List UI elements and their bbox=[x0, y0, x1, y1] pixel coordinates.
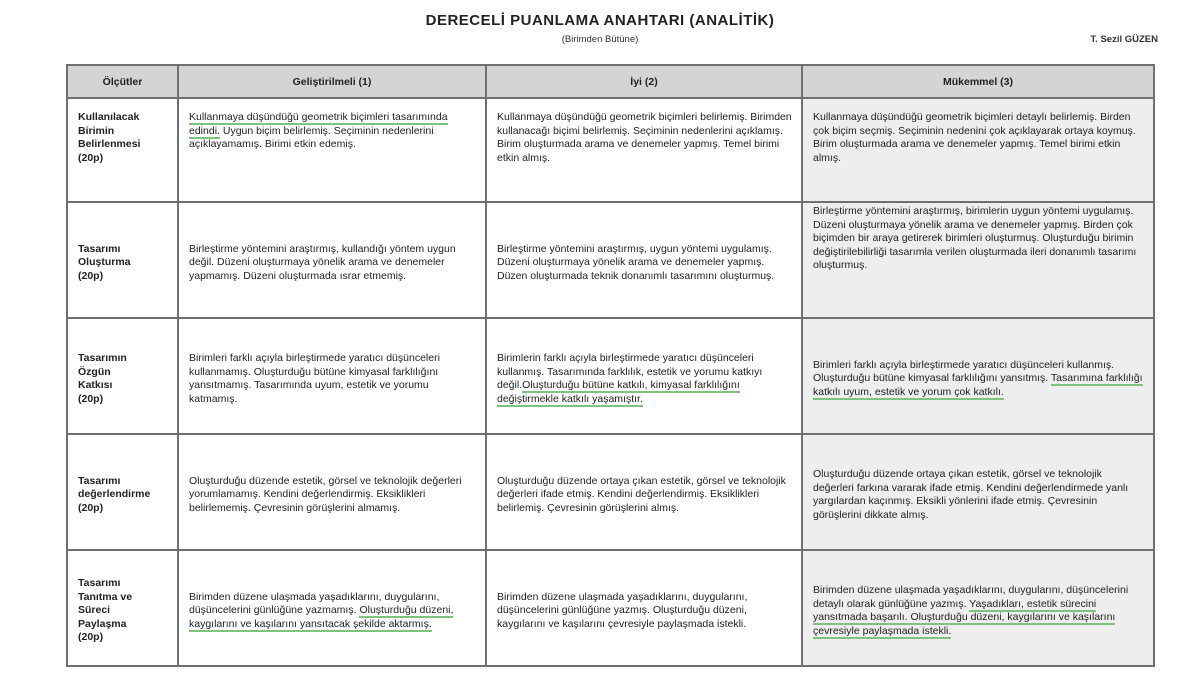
document-subtitle: (Birimden Bütüne) bbox=[561, 34, 639, 45]
rubric-cell bbox=[178, 550, 486, 666]
cell-text: Birimleri farklı açıyla birleştirmede yaratıcı düşünceleri kullanmış. Oluşturduğu bütüne kimyasal farklılığını yansıtmış. bbox=[813, 358, 1115, 385]
header-level-2: İyi (2) bbox=[486, 65, 802, 98]
criterion-line: Tasarımı bbox=[78, 577, 121, 590]
criterion-cell bbox=[67, 550, 178, 666]
criterion-cell bbox=[67, 202, 178, 318]
cell-text: Birimlerin farklı açıyla birleştirmede yaratıcı düşünceleri kullanmış. Tasarımında farklılık, estetik ve yorumu katkıyı değil. bbox=[497, 352, 763, 391]
criterion-line: Katkısı bbox=[78, 379, 113, 391]
rubric-cell bbox=[802, 98, 1154, 202]
cell-text: Birleştirme yöntemini araştırmış, birimlerin uygun yöntemi uygulamış. Düzeni oluşturmaya yönelik arama ve denemeler yapmış. Birden çok biçimden bir araya getirerek birimleri oluşturmuş. Oluşturduğu birimin değiştirilebilirliği tasarımla verilen oluşturmada ileri donanımlı tasarımı oluşturmuş. bbox=[813, 205, 1137, 271]
rubric-cell bbox=[178, 98, 486, 202]
criterion-line: Birimin bbox=[78, 124, 115, 137]
criterion-cell bbox=[67, 318, 178, 434]
criterion-line: (20p) bbox=[78, 501, 104, 514]
cell-text: Oluşturduğu düzende estetik, görsel ve teknolojik değerleri yorumlamamış. Kendini değerlendirmiş. Eksiklikleri belirlememiş. Çevresinin görüşlerini almamış. bbox=[189, 474, 462, 514]
cell-text: Birimden düzene ulaşmada yaşadıklarını, duygularını, düşüncelerini detaylı olarak günlüğüne yazmış. bbox=[813, 584, 1129, 610]
criterion-line: Tasarımın bbox=[78, 352, 127, 364]
header-level-3: Mükemmel (3) bbox=[802, 65, 1154, 98]
header-level-1: Geliştirilmeli (1) bbox=[178, 65, 486, 98]
rubric-cell bbox=[486, 202, 802, 318]
table-row bbox=[67, 202, 1154, 318]
criterion-line: (20p) bbox=[78, 151, 104, 164]
table-header-row bbox=[67, 65, 1154, 98]
table-row bbox=[67, 550, 1154, 666]
rubric-table bbox=[66, 64, 1155, 667]
cell-text: Oluşturduğu düzende ortaya çıkan estetik, görsel ve teknolojik değerleri ifade etmiş. Kendini değerlendirmiş. Eksiklikleri belirlemiş. Çevresinin görüşlerini almış. bbox=[497, 474, 786, 514]
rubric-cell bbox=[802, 318, 1154, 434]
rubric-cell bbox=[486, 550, 802, 666]
criterion-line: Tasarımı bbox=[78, 242, 121, 255]
cell-text: Uygun biçim belirlemiş. Seçiminin nedenlerini açıklayamamış. Birimi etkin edemiş. bbox=[189, 124, 434, 150]
highlighted-text: Kullanmaya düşündüğü geometrik biçimleri tasarımında edindi. bbox=[189, 111, 448, 137]
criterion-line: Belirlenmesi bbox=[78, 138, 141, 150]
criterion-cell bbox=[67, 98, 178, 202]
criterion-line: Kullanılacak bbox=[78, 111, 140, 123]
rubric-cell bbox=[802, 550, 1154, 666]
cell-text: Kullanmaya düşündüğü geometrik biçimleri belirlemiş. Birimden kullanacağı biçimi belirlemiş. Seçiminin nedenlerini açıklamış. Birim oluşturmada arama ve denemeler yapmış. Temel birimi etkin almış. bbox=[497, 111, 792, 164]
table-row bbox=[67, 98, 1154, 202]
cell-text: Oluşturduğu düzende ortaya çıkan estetik, görsel ve teknolojik değerleri farkına vararak ifade etmiş. Kendini değerlendirmede yanlı yargılardan kaçınmış. Eksikli yönlerini ifade etmiş. Çevresinin görüşlerini dikkate almış. bbox=[813, 468, 1129, 521]
table-row bbox=[67, 318, 1154, 434]
criterion-line: (20p) bbox=[78, 631, 104, 644]
cell-text: Birleştirme yöntemini araştırmış, uygun yöntemi uygulamış. Düzeni oluşturmaya yönelik arama ve denemeler yapmış. Düzen oluşturmada teknik donanımlı tasarımını oluşturmuş. bbox=[497, 242, 775, 282]
cell-text: Kullanmaya düşündüğü geometrik biçimleri detaylı belirlemiş. Birden çok biçim seçmiş. Seçiminin nedenini çok açıklayarak ortaya koymuş. Birim oluşturmada arama ve denemeler yapmış. Temel birimi etkin almış. bbox=[813, 111, 1136, 164]
rubric-cell bbox=[802, 434, 1154, 550]
rubric-cell bbox=[486, 318, 802, 434]
criterion-line: (20p) bbox=[78, 392, 104, 405]
criterion-line: Paylaşma bbox=[78, 617, 127, 630]
criterion-line: Tanıtma ve bbox=[78, 590, 133, 603]
cell-text: Birimleri farklı açıyla birleştirmede yaratıcı düşünceleri kullanmamış. Oluşturduğu bütüne kimyasal farklılığını yansıtmamış. Tasarımında uyum, estetik ve yorumu katmamış. bbox=[189, 352, 440, 405]
highlighted-text: Oluşturduğu düzeni, kaygılarını ve kaşılarını yansıtacak şekilde aktarmış. bbox=[189, 604, 454, 630]
highlighted-text: Yaşadıkları, estetik sürecini yansıtmada başarılı. Oluşturduğu düzeni, kaygılarını ve kaşılarını çevresiyle paylaşmada istekli. bbox=[813, 597, 1116, 637]
criterion-line: Süreci bbox=[78, 604, 111, 617]
table-row bbox=[67, 434, 1154, 550]
rubric-cell bbox=[178, 318, 486, 434]
rubric-cell bbox=[178, 202, 486, 318]
rubric-cell bbox=[178, 434, 486, 550]
cell-text: Birimden düzene ulaşmada yaşadıklarını, duygularını, düşüncelerini günlüğüne yazmamış. bbox=[189, 590, 440, 617]
cell-text: Birimden düzene ulaşmada yaşadıklarını, duygularını, düşüncelerini günlüğüne yazmış. Oluşturduğu düzeni, kaygılarını ve kaşılarını çevresiyle paylaşmada istekli. bbox=[497, 590, 748, 630]
criterion-line: Özgün bbox=[78, 365, 111, 378]
criterion-cell bbox=[67, 434, 178, 550]
highlighted-text: Tasarımına farklılığı katkılı uyum, estetik ve yorum çok katkılı. bbox=[813, 372, 1143, 398]
author-name: T. Sezil GÜZEN bbox=[1090, 34, 1158, 45]
header-criteria: Ölçütler bbox=[67, 65, 178, 98]
criterion-line: Oluşturma bbox=[78, 256, 131, 269]
rubric-cell bbox=[486, 98, 802, 202]
criterion-line: değerlendirme bbox=[78, 488, 151, 501]
criterion-line: Tasarımı bbox=[78, 474, 121, 487]
rubric-cell bbox=[486, 434, 802, 550]
rubric-cell bbox=[802, 202, 1154, 318]
document-title: DERECELİ PUANLAMA ANAHTARI (ANALİTİK) bbox=[425, 12, 775, 29]
criterion-line: (20p) bbox=[78, 269, 104, 282]
highlighted-text: Oluşturduğu bütüne katkılı, kimyasal farklılığını değiştirmekle katkılı yaşamıştır. bbox=[497, 379, 740, 405]
cell-text: Birleştirme yöntemini araştırmış, kullandığı yöntem uygun değil. Düzeni oluşturmaya yönelik arama ve denemeler yapmamış. Düzeni oluşturmada ısrar etmemiş. bbox=[189, 242, 456, 282]
